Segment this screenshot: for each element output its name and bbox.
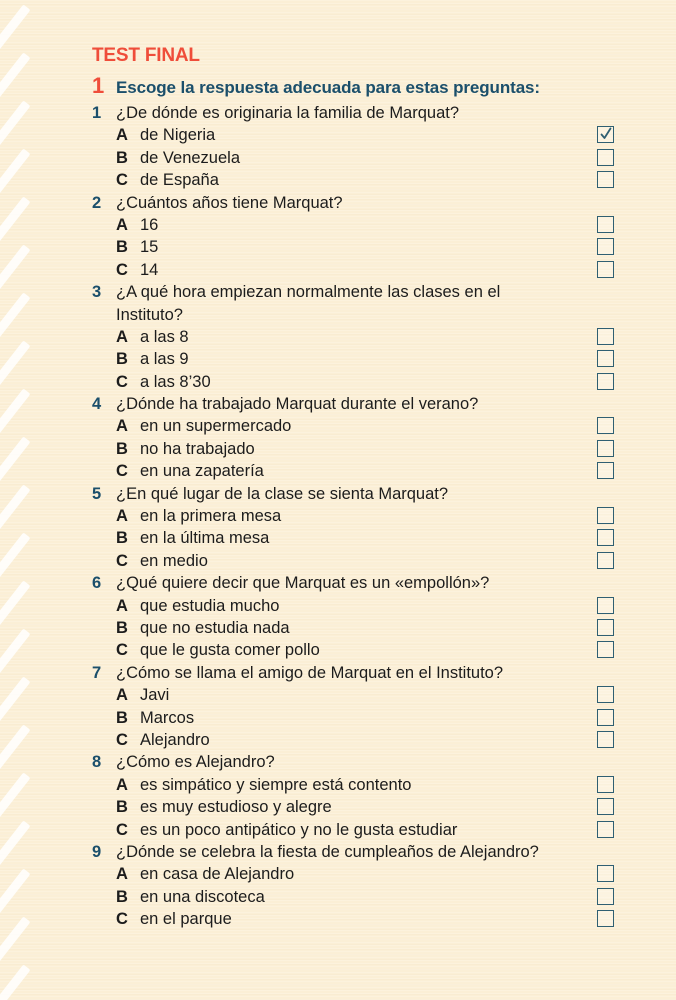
answer-checkbox[interactable] bbox=[597, 888, 614, 905]
option-letter: A bbox=[116, 126, 128, 145]
option-letter: C bbox=[116, 820, 128, 839]
answer-option-c bbox=[92, 259, 632, 281]
answer-checkbox[interactable] bbox=[597, 709, 614, 726]
answer-checkbox[interactable] bbox=[597, 328, 614, 345]
question-text: ¿Dónde se celebra la fiesta de cumpleaños de Alejandro? bbox=[116, 842, 539, 861]
answer-checkbox[interactable] bbox=[597, 149, 614, 166]
option-letter: B bbox=[116, 439, 128, 458]
exercise-instruction bbox=[92, 70, 632, 102]
option-text: de Venezuela bbox=[140, 148, 241, 167]
answer-option-c bbox=[92, 460, 632, 482]
question-number bbox=[92, 304, 116, 326]
question-number: 3 bbox=[92, 283, 102, 302]
question-text: Instituto? bbox=[116, 305, 183, 324]
answer-checkbox[interactable] bbox=[597, 462, 614, 479]
option-letter: C bbox=[116, 372, 128, 391]
answer-checkbox[interactable] bbox=[597, 507, 614, 524]
option-text: Marcos bbox=[140, 708, 195, 727]
option-letter: C bbox=[116, 551, 128, 570]
stripe-shape bbox=[0, 292, 30, 345]
answer-option-a bbox=[92, 415, 632, 437]
question-line bbox=[92, 281, 632, 303]
option-letter: C bbox=[116, 462, 128, 481]
stripe-shape bbox=[0, 484, 30, 537]
question-7 bbox=[92, 662, 632, 752]
question-number: 7 bbox=[92, 663, 102, 682]
option-text: 16 bbox=[140, 215, 159, 234]
answer-option-a bbox=[92, 774, 632, 796]
answer-checkbox[interactable] bbox=[597, 619, 614, 636]
answer-option-b bbox=[92, 796, 632, 818]
answer-option-a bbox=[92, 684, 632, 706]
stripe-shape bbox=[0, 532, 30, 585]
option-text: Alejandro bbox=[140, 730, 210, 749]
stripe-shape bbox=[0, 964, 30, 1000]
answer-option-c bbox=[92, 729, 632, 751]
exercise-number: 1 bbox=[92, 73, 105, 98]
answer-option-b bbox=[92, 438, 632, 460]
stripe-shape bbox=[0, 148, 30, 201]
answer-checkbox[interactable] bbox=[597, 865, 614, 882]
option-letter: C bbox=[116, 171, 128, 190]
answer-option-c bbox=[92, 908, 632, 930]
option-text: que le gusta comer pollo bbox=[140, 641, 320, 660]
answer-checkbox[interactable] bbox=[597, 373, 614, 390]
option-letter: A bbox=[116, 327, 128, 346]
question-text: ¿Cómo es Alejandro? bbox=[116, 753, 275, 772]
stripe-shape bbox=[0, 628, 30, 681]
option-text: en una zapatería bbox=[140, 462, 264, 481]
stripe-shape bbox=[0, 388, 30, 441]
stripe-shape bbox=[0, 340, 30, 393]
option-letter: B bbox=[116, 618, 128, 637]
question-line bbox=[92, 572, 632, 594]
stripe-shape bbox=[0, 196, 30, 249]
page-title: TEST FINAL bbox=[92, 45, 200, 66]
answer-option-a bbox=[92, 326, 632, 348]
answer-checkbox[interactable] bbox=[597, 417, 614, 434]
option-text: Javi bbox=[140, 686, 170, 705]
answer-checkbox[interactable] bbox=[597, 798, 614, 815]
answer-option-c bbox=[92, 169, 632, 191]
question-number: 9 bbox=[92, 842, 102, 861]
option-letter: C bbox=[116, 641, 128, 660]
option-text: a las 8’30 bbox=[140, 372, 211, 391]
answer-checkbox[interactable] bbox=[597, 731, 614, 748]
stripe-shape bbox=[0, 868, 30, 921]
option-letter: C bbox=[116, 730, 128, 749]
option-text: es muy estudioso y alegre bbox=[140, 798, 332, 817]
option-text: a las 9 bbox=[140, 350, 189, 369]
option-text: en una discoteca bbox=[140, 887, 265, 906]
answer-checkbox[interactable] bbox=[597, 440, 614, 457]
option-text: que no estudia nada bbox=[140, 618, 290, 637]
option-letter: B bbox=[116, 708, 128, 727]
option-letter: B bbox=[116, 148, 128, 167]
option-letter: A bbox=[116, 507, 128, 526]
question-number: 2 bbox=[92, 193, 102, 212]
question-4 bbox=[92, 393, 632, 483]
option-text: que estudia mucho bbox=[140, 596, 280, 615]
answer-checkbox[interactable] bbox=[597, 641, 614, 658]
option-text: es simpático y siempre está contento bbox=[140, 775, 412, 794]
answer-option-a bbox=[92, 595, 632, 617]
answer-checkbox[interactable] bbox=[597, 529, 614, 546]
question-line bbox=[92, 102, 632, 124]
option-letter: C bbox=[116, 260, 128, 279]
question-3 bbox=[92, 281, 632, 393]
question-list bbox=[92, 102, 632, 930]
option-text: en la última mesa bbox=[140, 529, 270, 548]
answer-option-b bbox=[92, 147, 632, 169]
answer-option-c bbox=[92, 550, 632, 572]
stripe-shape bbox=[0, 676, 30, 729]
option-text: en medio bbox=[140, 551, 208, 570]
option-letter: A bbox=[116, 215, 128, 234]
stripe-shape bbox=[0, 244, 30, 297]
option-letter: B bbox=[116, 887, 128, 906]
question-text: ¿Qué quiere decir que Marquat es un «empollón»? bbox=[116, 574, 490, 593]
question-text: ¿Cuántos años tiene Marquat? bbox=[116, 193, 343, 212]
answer-option-b bbox=[92, 707, 632, 729]
option-text: a las 8 bbox=[140, 327, 189, 346]
option-letter: B bbox=[116, 350, 128, 369]
question-2 bbox=[92, 192, 632, 282]
answer-checkbox[interactable] bbox=[597, 686, 614, 703]
option-letter: B bbox=[116, 798, 128, 817]
question-number: 6 bbox=[92, 574, 102, 593]
question-line bbox=[92, 483, 632, 505]
option-letter: C bbox=[116, 910, 128, 929]
answer-option-b bbox=[92, 886, 632, 908]
answer-option-c bbox=[92, 371, 632, 393]
option-letter: A bbox=[116, 865, 128, 884]
answer-option-a bbox=[92, 505, 632, 527]
answer-checkbox[interactable] bbox=[597, 238, 614, 255]
answer-checkbox[interactable] bbox=[597, 126, 614, 143]
stripe-shape bbox=[0, 436, 30, 489]
option-letter: B bbox=[116, 238, 128, 257]
stripe-shape bbox=[0, 4, 30, 57]
stripe-shape bbox=[0, 724, 30, 777]
option-text: en el parque bbox=[140, 910, 232, 929]
question-number: 1 bbox=[92, 104, 102, 122]
instruction-text: Escoge la respuesta adecuada para estas preguntas: bbox=[116, 78, 540, 97]
question-9 bbox=[92, 841, 632, 931]
question-text: ¿En qué lugar de la clase se sienta Marquat? bbox=[116, 484, 449, 503]
answer-checkbox[interactable] bbox=[597, 597, 614, 614]
option-text: 15 bbox=[140, 238, 159, 257]
answer-option-c bbox=[92, 819, 632, 841]
question-5 bbox=[92, 483, 632, 573]
option-letter: A bbox=[116, 686, 128, 705]
answer-checkbox[interactable] bbox=[597, 216, 614, 233]
option-text: no ha trabajado bbox=[140, 439, 255, 458]
question-line bbox=[92, 841, 632, 863]
stripe-shape bbox=[0, 580, 30, 633]
answer-option-b bbox=[92, 527, 632, 549]
answer-option-b bbox=[92, 617, 632, 639]
option-text: de Nigeria bbox=[140, 126, 216, 145]
answer-checkbox[interactable] bbox=[597, 776, 614, 793]
question-line bbox=[92, 192, 632, 214]
answer-option-a bbox=[92, 863, 632, 885]
question-text: ¿A qué hora empiezan normalmente las clases en el bbox=[116, 283, 501, 302]
answer-checkbox[interactable] bbox=[597, 821, 614, 838]
stripe-shape bbox=[0, 820, 30, 873]
answer-checkbox[interactable] bbox=[597, 171, 614, 188]
option-letter: A bbox=[116, 417, 128, 436]
question-line bbox=[92, 304, 632, 326]
question-text: ¿Dónde ha trabajado Marquat durante el verano? bbox=[116, 395, 479, 414]
option-text: en la primera mesa bbox=[140, 507, 282, 526]
answer-option-a bbox=[92, 214, 632, 236]
question-1 bbox=[92, 102, 632, 192]
option-text: 14 bbox=[140, 260, 159, 279]
checkmark-icon bbox=[599, 127, 613, 141]
question-line bbox=[92, 662, 632, 684]
option-letter: A bbox=[116, 775, 128, 794]
question-number: 4 bbox=[92, 395, 102, 414]
stripe-shape bbox=[0, 916, 30, 969]
answer-option-b bbox=[92, 348, 632, 370]
option-letter: B bbox=[116, 529, 128, 548]
answer-checkbox[interactable] bbox=[597, 910, 614, 927]
question-6 bbox=[92, 572, 632, 662]
option-text: de España bbox=[140, 171, 219, 190]
option-letter: A bbox=[116, 596, 128, 615]
question-text: ¿De dónde es originaria la familia de Marquat? bbox=[116, 104, 460, 122]
stripe-shape bbox=[0, 772, 30, 825]
answer-checkbox[interactable] bbox=[597, 261, 614, 278]
question-number: 8 bbox=[92, 753, 102, 772]
question-8 bbox=[92, 751, 632, 841]
option-text: en casa de Alejandro bbox=[140, 865, 295, 884]
question-line bbox=[92, 751, 632, 773]
answer-option-b bbox=[92, 236, 632, 258]
test-page bbox=[92, 42, 632, 930]
option-text: es un poco antipático y no le gusta estudiar bbox=[140, 820, 458, 839]
question-text: ¿Cómo se llama el amigo de Marquat en el Instituto? bbox=[116, 663, 504, 682]
stripe-shape bbox=[0, 100, 30, 153]
option-text: en un supermercado bbox=[140, 417, 292, 436]
answer-option-a bbox=[92, 124, 632, 146]
answer-option-c bbox=[92, 639, 632, 661]
decorative-stripes bbox=[0, 0, 36, 1000]
answer-checkbox[interactable] bbox=[597, 552, 614, 569]
stripe-shape bbox=[0, 52, 30, 105]
question-number: 5 bbox=[92, 484, 102, 503]
question-line bbox=[92, 393, 632, 415]
answer-checkbox[interactable] bbox=[597, 350, 614, 367]
